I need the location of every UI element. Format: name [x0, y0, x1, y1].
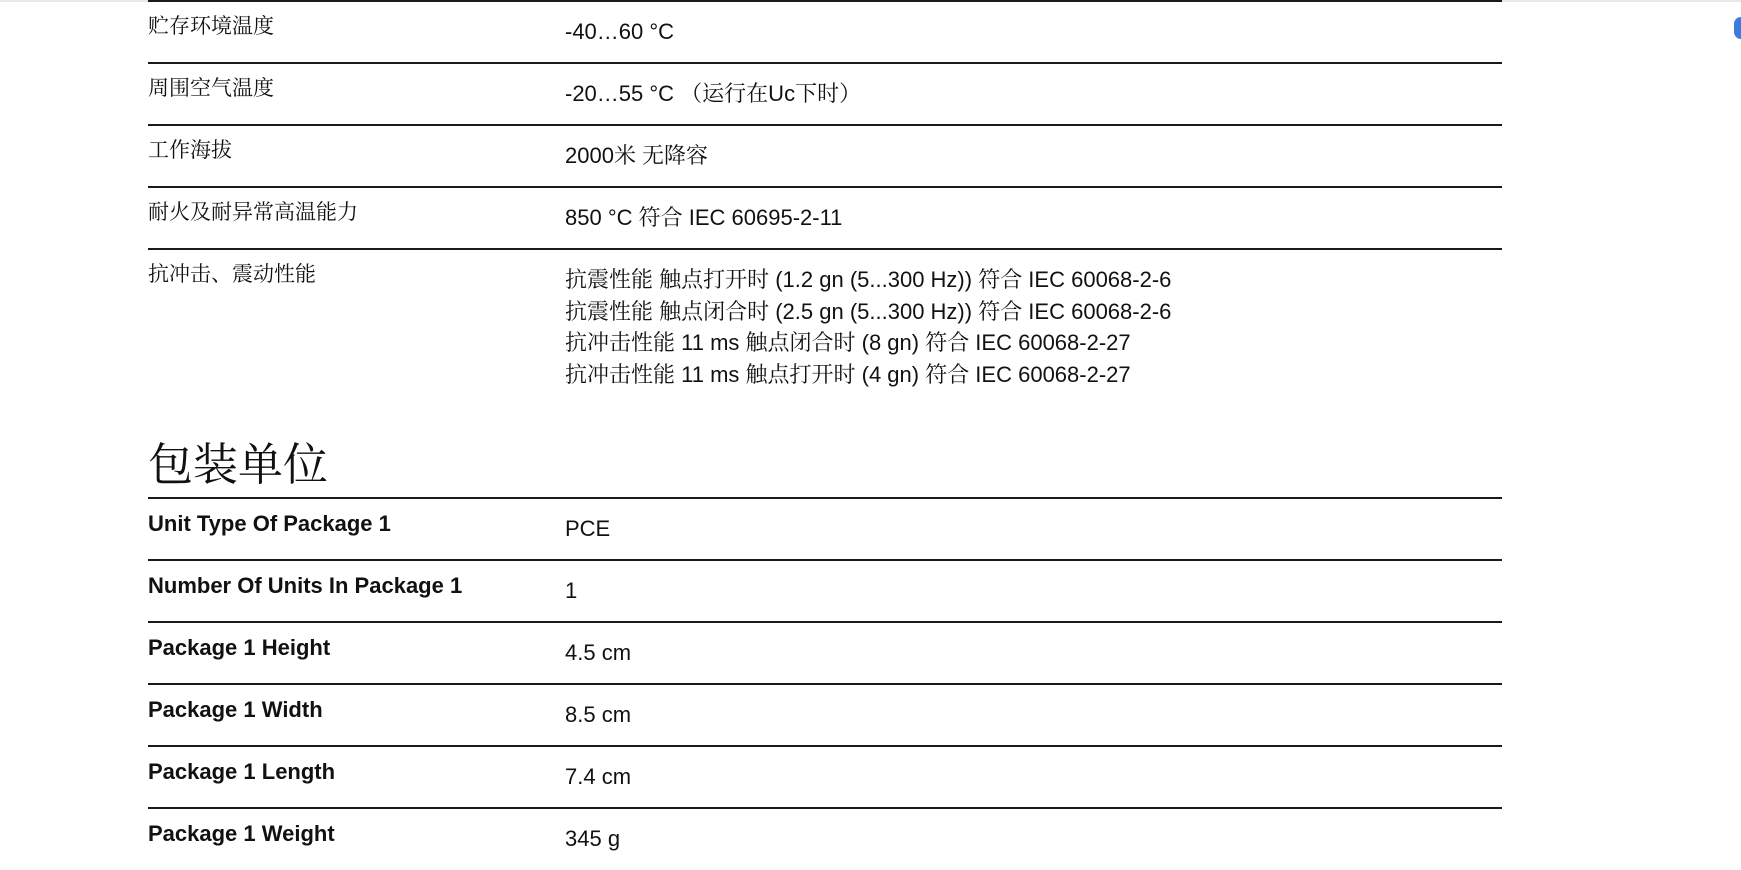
spec-label: Number Of Units In Package 1	[148, 573, 463, 598]
spec-row-storage-temp	[148, 1, 1502, 63]
spec-value: 345 g	[565, 826, 621, 851]
spec-value: 850 °C 符合 IEC 60695-2-11	[565, 205, 843, 230]
spec-row-unit-type	[148, 498, 1502, 560]
spec-label: 工作海拔	[148, 139, 232, 162]
spec-row-height	[148, 622, 1502, 684]
spec-label: 耐火及耐异常高温能力	[148, 201, 358, 224]
spec-row-ambient-temp	[148, 63, 1502, 125]
spec-row-length	[148, 746, 1502, 808]
spec-value-line: 抗冲击性能 11 ms 触点闭合时 (8 gn) 符合 IEC 60068-2-27	[565, 330, 1131, 355]
spec-label: 贮存环境温度	[148, 15, 274, 38]
spec-row-fire-resistance	[148, 187, 1502, 249]
spec-row-weight	[148, 808, 1502, 870]
spec-label: Package 1 Length	[148, 759, 336, 784]
spec-value: -20…55 °C （运行在Uc下时）	[565, 81, 862, 106]
spec-page	[148, 0, 1502, 870]
spec-label: Package 1 Height	[148, 635, 331, 660]
spec-value: -40…60 °C	[565, 19, 675, 44]
spec-label: 抗冲击、震动性能	[148, 263, 316, 286]
section-title-packaging: 包装单位	[148, 439, 329, 490]
spec-value: 2000米 无降容	[565, 143, 709, 168]
spec-value-line: 抗震性能 触点打开时 (1.2 gn (5...300 Hz)) 符合 IEC 60068-2-6	[565, 267, 1172, 292]
side-panel-toggle-icon[interactable]	[1734, 17, 1741, 39]
spec-value-multiline	[565, 249, 1502, 435]
spec-value-line: 抗冲击性能 11 ms 触点打开时 (4 gn) 符合 IEC 60068-2-27	[565, 361, 1131, 387]
spec-row-shock-vibration	[148, 249, 1502, 435]
spec-value: 7.4 cm	[565, 764, 632, 789]
spec-label: Package 1 Weight	[148, 821, 335, 846]
spec-value: 4.5 cm	[565, 640, 632, 665]
spec-row-altitude	[148, 125, 1502, 187]
spec-label: Package 1 Width	[148, 697, 323, 722]
packaging-spec-table	[148, 497, 1502, 870]
environment-spec-table	[148, 0, 1502, 435]
spec-label: Unit Type Of Package 1	[148, 511, 391, 536]
spec-value: PCE	[565, 516, 611, 541]
spec-value: 1	[565, 578, 578, 603]
spec-label: 周围空气温度	[148, 77, 274, 100]
spec-row-width	[148, 684, 1502, 746]
spec-value-line: 抗震性能 触点闭合时 (2.5 gn (5...300 Hz)) 符合 IEC 60068-2-6	[565, 298, 1172, 324]
spec-value: 8.5 cm	[565, 702, 632, 727]
spec-row-number-of-units	[148, 560, 1502, 622]
